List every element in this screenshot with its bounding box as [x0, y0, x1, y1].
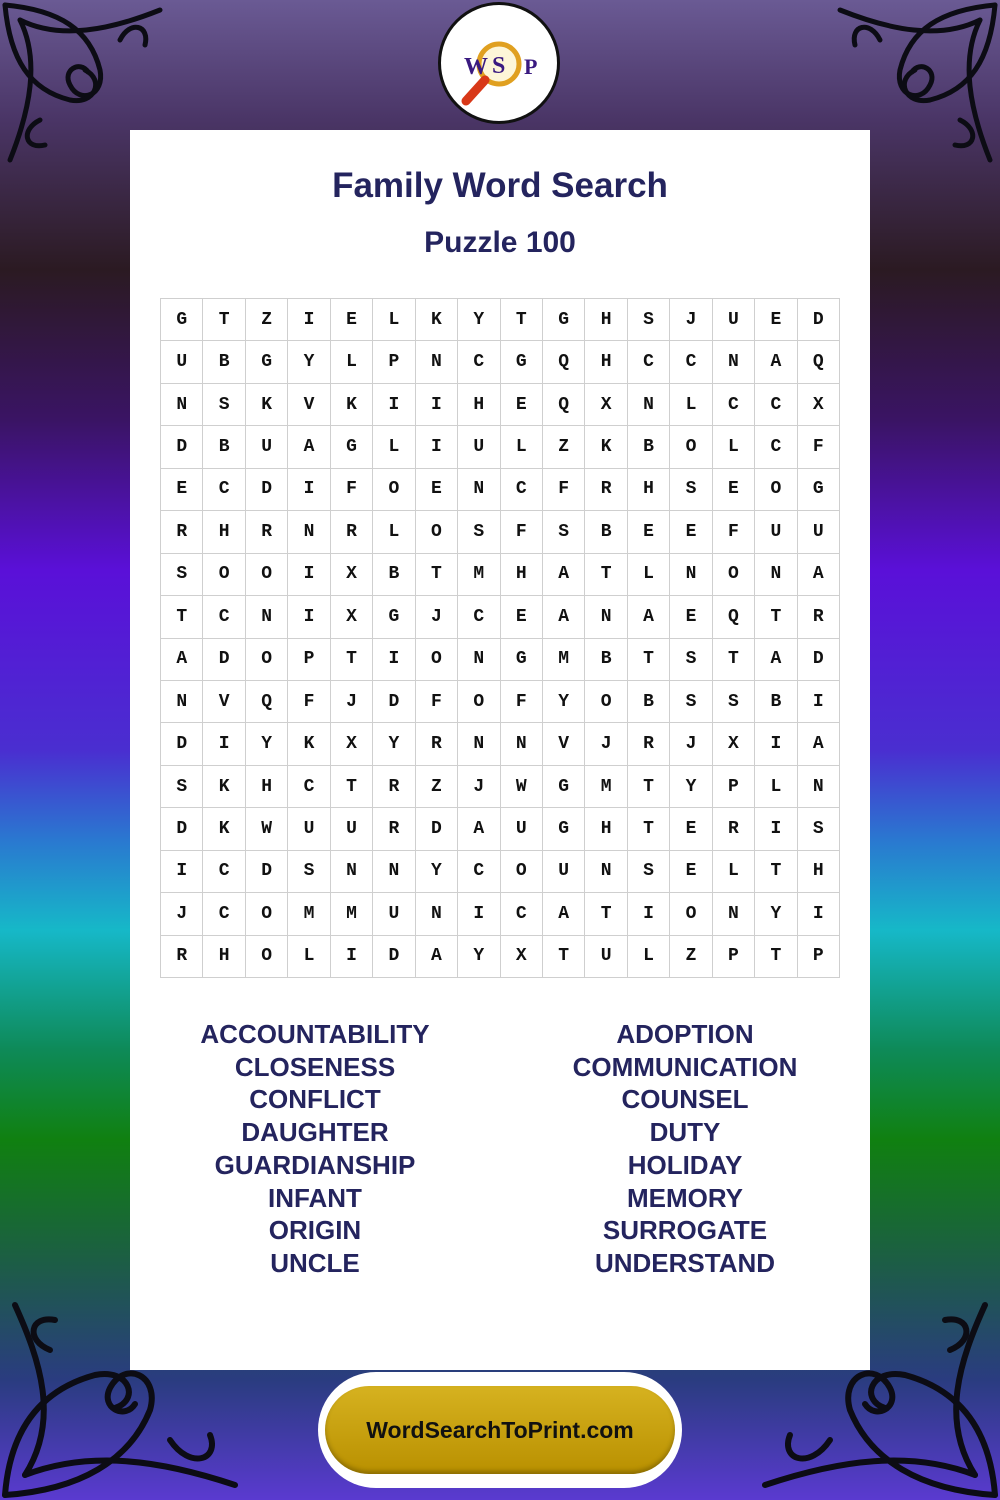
grid-cell[interactable]: Z	[416, 766, 458, 808]
grid-cell[interactable]: D	[416, 808, 458, 850]
grid-cell[interactable]: T	[755, 936, 797, 978]
grid-cell[interactable]: N	[713, 893, 755, 935]
puzzle-number: Puzzle 100	[424, 226, 576, 259]
grid-cell[interactable]: R	[416, 723, 458, 765]
word-item: UNDERSTAND	[594, 1247, 776, 1278]
grid-cell[interactable]: X	[331, 596, 373, 638]
grid-cell[interactable]: O	[203, 554, 245, 596]
grid-cell[interactable]: K	[331, 384, 373, 426]
word-item: HOLIDAY	[627, 1149, 743, 1180]
grid-cell[interactable]: D	[161, 426, 203, 468]
grid-cell[interactable]: A	[458, 808, 500, 850]
grid-cell[interactable]: H	[585, 341, 627, 383]
grid-cell[interactable]: O	[246, 554, 288, 596]
grid-cell[interactable]: A	[543, 554, 585, 596]
grid-cell[interactable]: H	[203, 511, 245, 553]
grid-cell[interactable]: V	[543, 723, 585, 765]
grid-cell[interactable]: U	[713, 299, 755, 341]
grid-cell[interactable]: N	[331, 851, 373, 893]
grid-cell[interactable]: Y	[288, 341, 330, 383]
grid-cell[interactable]: L	[713, 426, 755, 468]
grid-cell[interactable]: A	[755, 341, 797, 383]
grid-cell[interactable]: M	[288, 893, 330, 935]
grid-cell[interactable]: I	[288, 299, 330, 341]
grid-cell[interactable]: N	[628, 384, 670, 426]
grid-cell[interactable]: Z	[670, 936, 712, 978]
grid-cell[interactable]: L	[755, 766, 797, 808]
grid-cell[interactable]: C	[501, 893, 543, 935]
grid-cell[interactable]: C	[288, 766, 330, 808]
grid-cell[interactable]: H	[458, 384, 500, 426]
grid-cell[interactable]: X	[501, 936, 543, 978]
grid-cell[interactable]: R	[331, 511, 373, 553]
grid-cell[interactable]: A	[416, 936, 458, 978]
grid-cell[interactable]: C	[755, 426, 797, 468]
grid-cell[interactable]: L	[501, 426, 543, 468]
grid-cell[interactable]: Q	[246, 681, 288, 723]
grid-cell[interactable]: N	[288, 511, 330, 553]
grid-cell[interactable]: Y	[373, 723, 415, 765]
grid-cell[interactable]: G	[246, 341, 288, 383]
footer-pill-frame	[318, 1372, 682, 1488]
grid-cell[interactable]: G	[161, 299, 203, 341]
grid-cell[interactable]: U	[288, 808, 330, 850]
grid-cell[interactable]: I	[331, 936, 373, 978]
magnifier-logo-icon	[444, 8, 554, 118]
grid-cell[interactable]: J	[585, 723, 627, 765]
grid-cell[interactable]: T	[585, 554, 627, 596]
grid-cell[interactable]: D	[373, 936, 415, 978]
word-item: GUARDIANSHIP	[214, 1149, 416, 1180]
grid-cell[interactable]: Y	[458, 936, 500, 978]
grid-cell[interactable]: E	[713, 469, 755, 511]
word-item: SURROGATE	[602, 1215, 768, 1246]
grid-cell[interactable]: Q	[798, 341, 840, 383]
grid-cell[interactable]: U	[501, 808, 543, 850]
grid-cell[interactable]: U	[246, 426, 288, 468]
grid-cell[interactable]: C	[203, 596, 245, 638]
grid-cell[interactable]: M	[331, 893, 373, 935]
grid-cell[interactable]: D	[161, 723, 203, 765]
grid-cell[interactable]: Q	[713, 596, 755, 638]
grid-cell[interactable]: E	[755, 299, 797, 341]
grid-cell[interactable]: C	[670, 341, 712, 383]
grid-cell[interactable]: W	[501, 766, 543, 808]
word-list-left	[130, 1018, 500, 1280]
grid-cell[interactable]: X	[331, 723, 373, 765]
grid-cell[interactable]: T	[628, 639, 670, 681]
grid-cell[interactable]: T	[628, 808, 670, 850]
grid-cell[interactable]: Y	[755, 893, 797, 935]
grid-cell[interactable]: K	[203, 808, 245, 850]
grid-cell[interactable]: V	[203, 681, 245, 723]
grid-cell[interactable]: A	[543, 893, 585, 935]
grid-cell[interactable]: N	[373, 851, 415, 893]
grid-cell[interactable]: T	[755, 596, 797, 638]
grid-cell[interactable]: B	[628, 426, 670, 468]
grid-cell[interactable]: C	[458, 851, 500, 893]
grid-cell[interactable]: B	[585, 639, 627, 681]
grid-cell[interactable]: Q	[543, 384, 585, 426]
grid-cell[interactable]: F	[501, 681, 543, 723]
grid-cell[interactable]: G	[373, 596, 415, 638]
grid-cell[interactable]: L	[628, 936, 670, 978]
grid-cell[interactable]: T	[203, 299, 245, 341]
grid-cell[interactable]: I	[458, 893, 500, 935]
grid-cell[interactable]: R	[161, 936, 203, 978]
grid-cell[interactable]: D	[246, 851, 288, 893]
grid-cell[interactable]: E	[670, 851, 712, 893]
grid-cell[interactable]: J	[670, 299, 712, 341]
grid-cell[interactable]: I	[373, 639, 415, 681]
grid-cell[interactable]: K	[288, 723, 330, 765]
grid-cell[interactable]: R	[628, 723, 670, 765]
grid-cell[interactable]: A	[798, 723, 840, 765]
grid-cell[interactable]: I	[161, 851, 203, 893]
grid-cell[interactable]: N	[246, 596, 288, 638]
grid-cell[interactable]: O	[416, 511, 458, 553]
grid-cell[interactable]: S	[288, 851, 330, 893]
grid-cell[interactable]: C	[501, 469, 543, 511]
grid-cell[interactable]: L	[628, 554, 670, 596]
grid-cell[interactable]: K	[203, 766, 245, 808]
logo-letter-p: P	[524, 54, 538, 79]
grid-cell[interactable]: L	[373, 299, 415, 341]
grid-cell[interactable]: F	[798, 426, 840, 468]
grid-cell[interactable]: A	[161, 639, 203, 681]
grid-cell[interactable]: E	[501, 596, 543, 638]
grid-cell[interactable]: S	[628, 299, 670, 341]
grid-cell[interactable]: D	[373, 681, 415, 723]
grid-cell[interactable]: I	[798, 893, 840, 935]
grid-cell[interactable]: M	[458, 554, 500, 596]
grid-cell[interactable]: O	[585, 681, 627, 723]
grid-cell[interactable]: S	[670, 681, 712, 723]
word-list	[130, 1018, 870, 1280]
grid-cell[interactable]: X	[713, 723, 755, 765]
grid-cell[interactable]: G	[543, 808, 585, 850]
grid-cell[interactable]: S	[458, 511, 500, 553]
grid-cell[interactable]: U	[331, 808, 373, 850]
grid-cell[interactable]: Z	[543, 426, 585, 468]
grid-cell[interactable]: F	[288, 681, 330, 723]
grid-cell[interactable]: F	[416, 681, 458, 723]
grid-cell[interactable]: I	[203, 723, 245, 765]
grid-cell[interactable]: O	[458, 681, 500, 723]
grid-cell[interactable]: H	[246, 766, 288, 808]
grid-cell[interactable]: P	[373, 341, 415, 383]
word-item: CONFLICT	[249, 1084, 381, 1115]
grid-cell[interactable]: O	[501, 851, 543, 893]
grid-cell[interactable]: T	[161, 596, 203, 638]
grid-cell[interactable]: J	[161, 893, 203, 935]
grid-cell[interactable]: I	[373, 384, 415, 426]
grid-cell[interactable]: T	[501, 299, 543, 341]
wsp-logo[interactable]	[438, 2, 560, 124]
grid-cell[interactable]: J	[670, 723, 712, 765]
grid-cell[interactable]: O	[246, 639, 288, 681]
grid-cell[interactable]: L	[288, 936, 330, 978]
grid-cell[interactable]: N	[585, 851, 627, 893]
grid-cell[interactable]: U	[161, 341, 203, 383]
grid-cell[interactable]: P	[713, 936, 755, 978]
grid-cell[interactable]: D	[203, 639, 245, 681]
grid-cell[interactable]: C	[458, 341, 500, 383]
grid-cell[interactable]: N	[585, 596, 627, 638]
grid-cell[interactable]: R	[246, 511, 288, 553]
grid-cell[interactable]: L	[713, 851, 755, 893]
grid-cell[interactable]: I	[798, 681, 840, 723]
grid-cell[interactable]: E	[670, 511, 712, 553]
grid-cell[interactable]: H	[798, 851, 840, 893]
word-item: UNCLE	[270, 1247, 360, 1278]
grid-cell[interactable]: S	[161, 766, 203, 808]
grid-cell[interactable]: J	[416, 596, 458, 638]
grid-cell[interactable]: N	[458, 639, 500, 681]
grid-cell[interactable]: A	[755, 639, 797, 681]
grid-cell[interactable]: Q	[543, 341, 585, 383]
grid-cell[interactable]: B	[203, 426, 245, 468]
grid-cell[interactable]: L	[373, 511, 415, 553]
grid-cell[interactable]: X	[585, 384, 627, 426]
grid-cell[interactable]: V	[288, 384, 330, 426]
word-item: DAUGHTER	[241, 1117, 389, 1148]
grid-cell[interactable]: T	[585, 893, 627, 935]
word-item: INFANT	[268, 1182, 362, 1213]
grid-cell[interactable]: O	[373, 469, 415, 511]
letter-grid	[160, 298, 840, 978]
grid-cell[interactable]: W	[246, 808, 288, 850]
word-item: COUNSEL	[621, 1084, 749, 1115]
word-list-right	[500, 1018, 870, 1280]
grid-cell[interactable]: M	[585, 766, 627, 808]
word-item: MEMORY	[626, 1182, 744, 1213]
word-item: COMMUNICATION	[572, 1051, 798, 1082]
grid-cell[interactable]: G	[501, 639, 543, 681]
grid-cell[interactable]: E	[670, 596, 712, 638]
word-item: ACCOUNTABILITY	[200, 1019, 430, 1049]
grid-cell[interactable]: B	[203, 341, 245, 383]
grid-cell[interactable]: T	[543, 936, 585, 978]
grid-cell[interactable]: R	[713, 808, 755, 850]
word-item: ADOPTION	[616, 1019, 754, 1049]
logo-letter-s: S	[492, 53, 506, 79]
grid-cell[interactable]: N	[713, 341, 755, 383]
grid-cell[interactable]: O	[670, 893, 712, 935]
grid-cell[interactable]: O	[246, 893, 288, 935]
grid-cell[interactable]: L	[331, 341, 373, 383]
grid-cell[interactable]: E	[670, 808, 712, 850]
grid-cell[interactable]: T	[713, 639, 755, 681]
grid-cell[interactable]: R	[585, 469, 627, 511]
grid-cell[interactable]: L	[670, 384, 712, 426]
grid-cell[interactable]: E	[628, 511, 670, 553]
grid-cell[interactable]: B	[628, 681, 670, 723]
website-link[interactable]: WordSearchToPrint.com	[325, 1386, 675, 1474]
grid-cell[interactable]: G	[331, 426, 373, 468]
grid-cell[interactable]: I	[416, 384, 458, 426]
grid-cell[interactable]: D	[246, 469, 288, 511]
grid-cell[interactable]: P	[713, 766, 755, 808]
grid-cell[interactable]: C	[203, 469, 245, 511]
grid-cell[interactable]: F	[713, 511, 755, 553]
grid-cell[interactable]: S	[543, 511, 585, 553]
grid-cell[interactable]: S	[670, 639, 712, 681]
grid-cell[interactable]: C	[203, 851, 245, 893]
grid-cell[interactable]: T	[331, 639, 373, 681]
grid-cell[interactable]: A	[798, 554, 840, 596]
grid-cell[interactable]: D	[798, 639, 840, 681]
grid-cell[interactable]: O	[416, 639, 458, 681]
grid-cell[interactable]: C	[628, 341, 670, 383]
grid-cell[interactable]: A	[628, 596, 670, 638]
grid-cell[interactable]: C	[458, 596, 500, 638]
grid-cell[interactable]: I	[288, 469, 330, 511]
grid-cell[interactable]: U	[543, 851, 585, 893]
grid-cell[interactable]: B	[585, 511, 627, 553]
grid-cell[interactable]: D	[161, 808, 203, 850]
grid-cell[interactable]: M	[543, 639, 585, 681]
puzzle-card	[130, 130, 870, 1370]
grid-cell[interactable]: U	[458, 426, 500, 468]
grid-cell[interactable]: O	[246, 936, 288, 978]
grid-cell[interactable]: A	[543, 596, 585, 638]
grid-cell[interactable]: E	[161, 469, 203, 511]
grid-cell[interactable]: T	[331, 766, 373, 808]
grid-cell[interactable]: F	[331, 469, 373, 511]
grid-cell[interactable]: R	[798, 596, 840, 638]
grid-cell[interactable]: N	[755, 554, 797, 596]
grid-cell[interactable]: U	[585, 936, 627, 978]
grid-cell[interactable]: I	[416, 426, 458, 468]
grid-cell[interactable]: U	[373, 893, 415, 935]
grid-cell[interactable]: N	[458, 469, 500, 511]
grid-cell[interactable]: O	[713, 554, 755, 596]
grid-cell[interactable]: S	[628, 851, 670, 893]
grid-cell[interactable]: N	[161, 384, 203, 426]
grid-cell[interactable]: N	[501, 723, 543, 765]
grid-cell[interactable]: Y	[416, 851, 458, 893]
grid-cell[interactable]: P	[798, 936, 840, 978]
grid-cell[interactable]: D	[798, 299, 840, 341]
grid-cell[interactable]: H	[628, 469, 670, 511]
grid-cell[interactable]: N	[798, 766, 840, 808]
grid-cell[interactable]: I	[288, 596, 330, 638]
grid-cell[interactable]: N	[458, 723, 500, 765]
grid-cell[interactable]: E	[331, 299, 373, 341]
grid-cell[interactable]: F	[543, 469, 585, 511]
grid-cell[interactable]: H	[501, 554, 543, 596]
logo-letter-w: W	[464, 54, 488, 80]
grid-cell[interactable]: Y	[458, 299, 500, 341]
grid-cell[interactable]: N	[670, 554, 712, 596]
grid-cell[interactable]: I	[755, 808, 797, 850]
grid-cell[interactable]: J	[458, 766, 500, 808]
grid-cell[interactable]: T	[416, 554, 458, 596]
grid-cell[interactable]: L	[373, 426, 415, 468]
grid-cell[interactable]: G	[501, 341, 543, 383]
grid-cell[interactable]: S	[670, 469, 712, 511]
grid-cell[interactable]: Y	[246, 723, 288, 765]
grid-cell[interactable]: E	[501, 384, 543, 426]
grid-cell[interactable]: H	[203, 936, 245, 978]
grid-cell[interactable]: K	[585, 426, 627, 468]
grid-cell[interactable]: N	[416, 893, 458, 935]
grid-cell[interactable]: E	[416, 469, 458, 511]
grid-cell[interactable]: S	[798, 808, 840, 850]
grid-cell[interactable]: S	[713, 681, 755, 723]
grid-cell[interactable]: H	[585, 808, 627, 850]
grid-cell[interactable]: G	[543, 766, 585, 808]
grid-cell[interactable]: P	[288, 639, 330, 681]
grid-cell[interactable]: O	[755, 469, 797, 511]
grid-cell[interactable]: X	[331, 554, 373, 596]
grid-cell[interactable]: U	[798, 511, 840, 553]
grid-cell[interactable]: R	[161, 511, 203, 553]
grid-cell[interactable]: J	[331, 681, 373, 723]
grid-cell[interactable]: T	[755, 851, 797, 893]
word-item: ORIGIN	[268, 1215, 362, 1246]
grid-cell[interactable]: A	[288, 426, 330, 468]
word-item: CLOSENESS	[234, 1051, 396, 1082]
grid-cell[interactable]: F	[501, 511, 543, 553]
grid-cell[interactable]: Z	[246, 299, 288, 341]
grid-cell[interactable]: X	[798, 384, 840, 426]
grid-cell[interactable]: R	[373, 808, 415, 850]
grid-cell[interactable]: B	[373, 554, 415, 596]
grid-cell[interactable]: I	[288, 554, 330, 596]
grid-cell[interactable]: T	[628, 766, 670, 808]
grid-cell[interactable]: Y	[670, 766, 712, 808]
word-item: DUTY	[649, 1117, 721, 1148]
grid-cell[interactable]: K	[416, 299, 458, 341]
grid-cell[interactable]: I	[628, 893, 670, 935]
grid-cell[interactable]: I	[755, 723, 797, 765]
grid-cell[interactable]: S	[203, 384, 245, 426]
grid-cell[interactable]: B	[755, 681, 797, 723]
grid-cell[interactable]: R	[373, 766, 415, 808]
grid-cell[interactable]: Y	[543, 681, 585, 723]
grid-cell[interactable]: K	[246, 384, 288, 426]
grid-cell[interactable]: N	[161, 681, 203, 723]
grid-cell[interactable]: S	[161, 554, 203, 596]
grid-cell[interactable]: C	[755, 384, 797, 426]
grid-cell[interactable]: C	[713, 384, 755, 426]
grid-cell[interactable]: G	[798, 469, 840, 511]
grid-cell[interactable]: U	[755, 511, 797, 553]
grid-cell[interactable]: G	[543, 299, 585, 341]
puzzle-title: Family Word Search	[332, 166, 668, 205]
grid-cell[interactable]: C	[203, 893, 245, 935]
grid-cell[interactable]: H	[585, 299, 627, 341]
grid-cell[interactable]: N	[416, 341, 458, 383]
grid-cell[interactable]: O	[670, 426, 712, 468]
